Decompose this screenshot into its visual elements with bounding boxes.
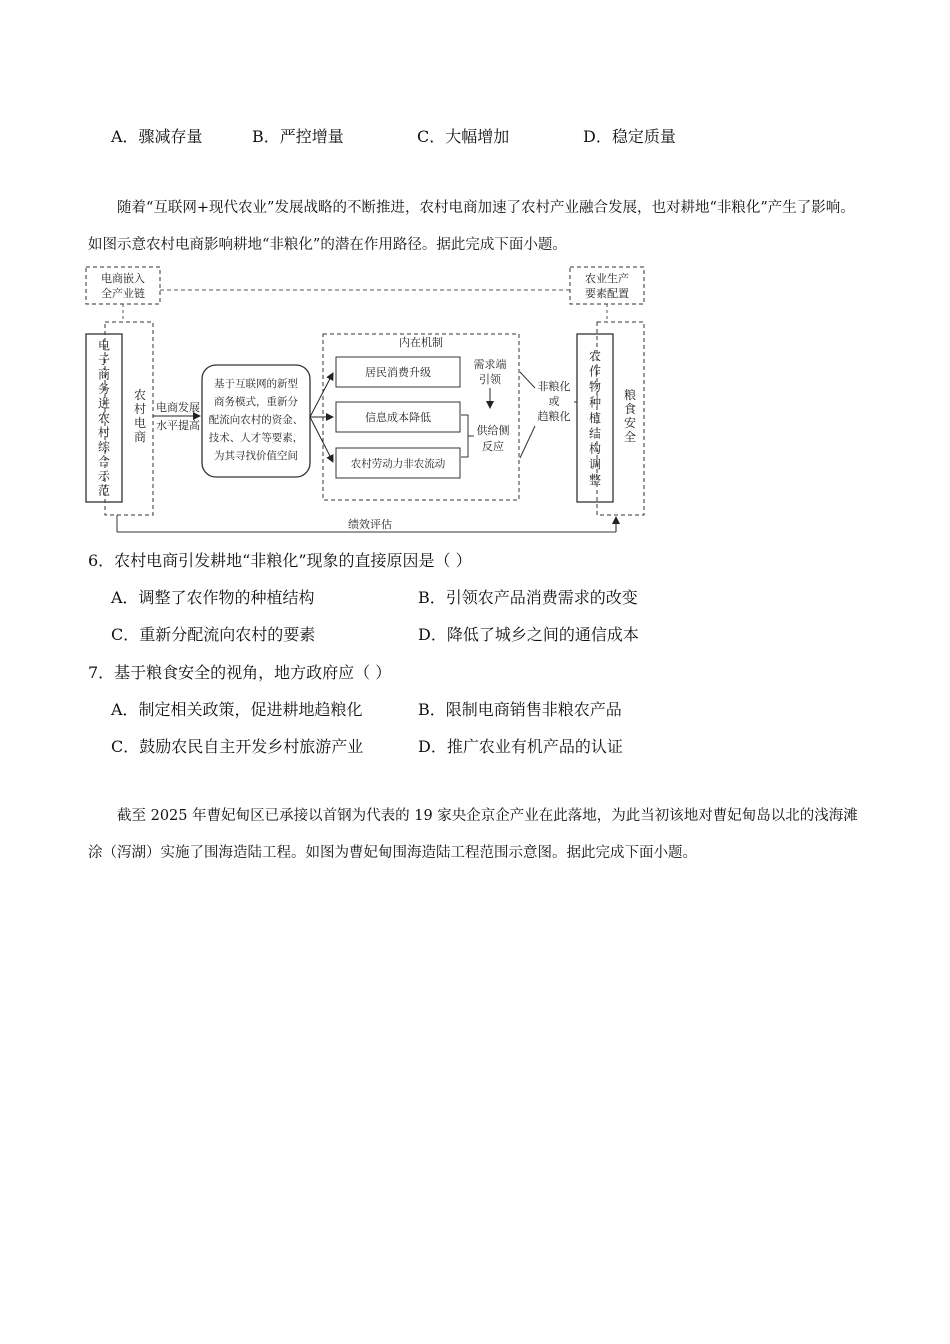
passage-1 (88, 190, 863, 264)
q6-option-c: C．重新分配流向农村的要素 (111, 625, 316, 644)
demand-label-2: 引领 (479, 373, 501, 386)
q7-option-d: D．推广农业有机产品的认证 (418, 737, 623, 756)
passage-2 (88, 798, 863, 872)
center-line-1: 基于互联网的新型 (214, 378, 298, 390)
supply-label-1: 供给侧 (476, 424, 510, 437)
q7-option-c: C．鼓励农民自主开发乡村旅游产业 (111, 737, 364, 756)
option-c: C．大幅增加 (417, 127, 510, 146)
option-a: A．骤减存量 (111, 127, 203, 146)
result-label-1: 非粮化 (537, 380, 571, 393)
center-line-3: 配流向农村的资金、 (208, 414, 304, 426)
q6-option-a: A．调整了农作物的种植结构 (111, 588, 315, 607)
top-left-line-1: 电商嵌入 (101, 272, 145, 285)
mechanism-item-1-label: 居民消费升级 (365, 366, 431, 379)
q6-option-b: B．引领农产品消费需求的改变 (418, 588, 638, 607)
result-label-3: 趋粮化 (537, 410, 571, 423)
result-label-2: 或 (548, 395, 560, 408)
right-vertical-text: 农作物种植结构调整 (588, 349, 602, 487)
center-line-4: 技术、人才等要素， (208, 432, 304, 444)
q6-stem: 6．农村电商引发耕地“非粮化”现象的直接原因是（ ） (88, 551, 472, 570)
q6-option-d: D．降低了城乡之间的通信成本 (418, 625, 639, 644)
passage-2-text: 截至 2025 年曹妃甸区已承接以首钢为代表的 19 家央企京企产业在此落地，为此当初该地对曹妃甸岛以北的浅海滩涂（泻湖）实施了围海造陆工程。如图为曹妃甸围海造陆工程范围示意图。据此完成下面小题。 (88, 808, 858, 861)
option-d: D．稳定质量 (583, 127, 676, 146)
mechanism-item-2-label: 信息成本降低 (365, 411, 431, 424)
right-dashed-text: 粮食安全 (623, 388, 637, 444)
left-dashed-text: 农村电商 (133, 388, 147, 444)
demand-label-1: 需求端 (473, 358, 507, 371)
passage-1-text: 随着“互联网+现代农业”发展战略的不断推进，农村电商加速了农村产业融合发展，也对耕地“非粮化”产生了影响。如图示意农村电商影响耕地“非粮化”的潜在作用路径。据此完成下面小题。 (88, 200, 855, 253)
option-b: B．严控增量 (252, 127, 344, 146)
top-right-line-2: 要素配置 (585, 287, 629, 300)
arrow-label-1: 电商发展 (156, 401, 200, 414)
bottom-label: 绩效评估 (348, 518, 392, 531)
left-vertical-text: 电子商务进农村综合示范 (97, 338, 111, 498)
q7-stem: 7．基于粮食安全的视角，地方政府应（ ） (88, 663, 392, 682)
arrow-label-2: 水平提高 (156, 419, 200, 432)
center-line-5: 为其寻找价值空间 (214, 450, 298, 462)
q7-option-b: B．限制电商销售非粮农产品 (418, 700, 622, 719)
path-diagram (80, 262, 660, 534)
top-right-line-1: 农业生产 (585, 272, 629, 285)
top-left-line-2: 全产业链 (101, 287, 145, 300)
supply-label-2: 反应 (482, 440, 504, 453)
q7-option-a: A．制定相关政策，促进耕地趋粮化 (111, 700, 363, 719)
mechanism-title: 内在机制 (399, 336, 443, 349)
mechanism-item-3-label: 农村劳动力非农流动 (350, 458, 446, 470)
center-line-2: 商务模式，重新分 (214, 396, 298, 408)
